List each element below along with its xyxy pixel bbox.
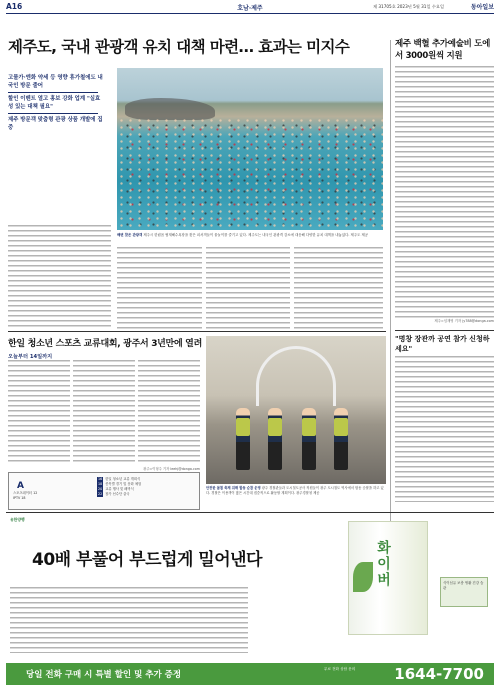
subheadline: 고물가·엔화 약세 등 영향 휴가철에도 내국인 방문 줄어	[8, 75, 103, 89]
divider	[8, 113, 98, 114]
photo-caption	[206, 486, 386, 495]
story-headline: 한일 청소년 스포츠 교류대회, 광주서 3년만에 열려	[8, 339, 202, 349]
photo-caption	[117, 233, 383, 238]
photo-caption-text: 광주 경찰관들과 도시철도공사 직원들이 광주 도시철도 역사에서 합동 순찰을 하고 있다. 경찰은 이용객이 많은 시간대 집중적으로 활동할 계획이다. 광주경찰청 제공	[206, 486, 384, 495]
infobox-schedule	[97, 477, 197, 497]
ad-footer-bar	[6, 663, 494, 685]
article-body-column	[117, 247, 202, 330]
issue-date: 제 31705호 2023년 5월 31일 수요일	[373, 4, 444, 9]
schedule-infobox	[8, 472, 200, 510]
crowd-pattern	[117, 117, 383, 230]
schedule-row: 22 참가 선수단 출국	[98, 492, 130, 496]
main-headline: 제주도, 국내 관광객 유치 대책 마련… 효과는 미지수	[8, 38, 350, 56]
divider	[8, 92, 98, 93]
article-body-column	[206, 247, 290, 330]
right-column-headline: 제주 백혈 추가예술비 도에서 3000원씩 지원	[395, 39, 490, 61]
safety-vest	[334, 418, 348, 436]
safety-vest	[302, 418, 316, 436]
schedule-row: 16 한일 청소년 교류 개회식	[98, 477, 141, 481]
ad-badge: 식이섬유 보충 생활 건강 습관	[440, 577, 488, 607]
ad-footer-text: 당일 전화 구매 시 특별 할인 및 추가 증정	[26, 670, 182, 680]
product-box	[348, 521, 428, 635]
byline: 광주=이형주 기자 leehj@donga.com	[143, 467, 200, 471]
product-name: 화이버	[375, 540, 391, 588]
ad-body-text	[10, 587, 248, 653]
story-subhead: 오늘부터 14일까지	[8, 354, 53, 360]
infobox-left	[13, 477, 91, 501]
section-rule	[8, 331, 386, 332]
schedule-row: 20 교류 행사 및 폐막식	[98, 487, 134, 491]
article-body-column	[73, 360, 135, 465]
infobox-row: IPTV 18	[13, 496, 26, 500]
page-number: A16	[6, 2, 23, 11]
station-arch	[256, 346, 336, 406]
article-body-column	[138, 360, 200, 465]
advertisement	[6, 512, 494, 685]
article-body-column	[395, 66, 494, 318]
leaf-icon	[353, 562, 373, 592]
newspaper-logo: 동아일보	[470, 4, 494, 11]
infobox-logo: A	[17, 481, 24, 491]
article-body-column	[8, 225, 111, 330]
section-title: 호남·제주	[237, 5, 263, 12]
article-body-column	[294, 247, 383, 330]
right-column-headline-2: "명창 장관까 공연 참가 신청하세요"	[395, 330, 494, 354]
sub-headlines	[8, 74, 103, 132]
article-body-column	[8, 360, 70, 465]
subheadline: 제주 방문객 맞춤형 관광 상품 개발에 집중	[8, 117, 103, 131]
infobox-row: 스포츠데이터 12	[13, 491, 38, 495]
page-header	[6, 2, 494, 14]
ad-phone-number[interactable]: 1644-7700	[394, 665, 484, 683]
photo-caption-text: 제주시 한림읍 협재해수욕장을 찾은 피서객들이 물놀이를 즐기고 있다. 제주도는 내국인 관광객 감소에 대응해 다양한 유치 대책을 내놓았다. 제주도 제공	[143, 233, 368, 237]
article-body-column	[395, 356, 494, 502]
byline: 제주=임재영 기자 jy788@donga.com	[434, 319, 494, 323]
photo-caption-title: 안전한 봄철 축제 위해 합동 순찰 운영	[206, 486, 261, 490]
beach-photo	[117, 68, 383, 230]
schedule-row: 18 종목별 경기 및 문화 체험	[98, 482, 142, 486]
ad-footer-small: 무료 전화 상담 문의	[324, 667, 356, 671]
police-patrol-photo	[206, 336, 386, 484]
safety-vest	[268, 418, 282, 436]
ad-brand: 유한양행	[10, 517, 25, 522]
ad-headline: 40배 부풀어 부드럽게 밀어낸다	[32, 550, 262, 570]
photo-caption-title: 해변 찾은 관광객	[117, 233, 143, 237]
subheadline: 할인 이벤트 열고 홍보 강화 업계 "실효성 있는 대책 필요"	[8, 96, 101, 110]
safety-vest	[236, 418, 250, 436]
